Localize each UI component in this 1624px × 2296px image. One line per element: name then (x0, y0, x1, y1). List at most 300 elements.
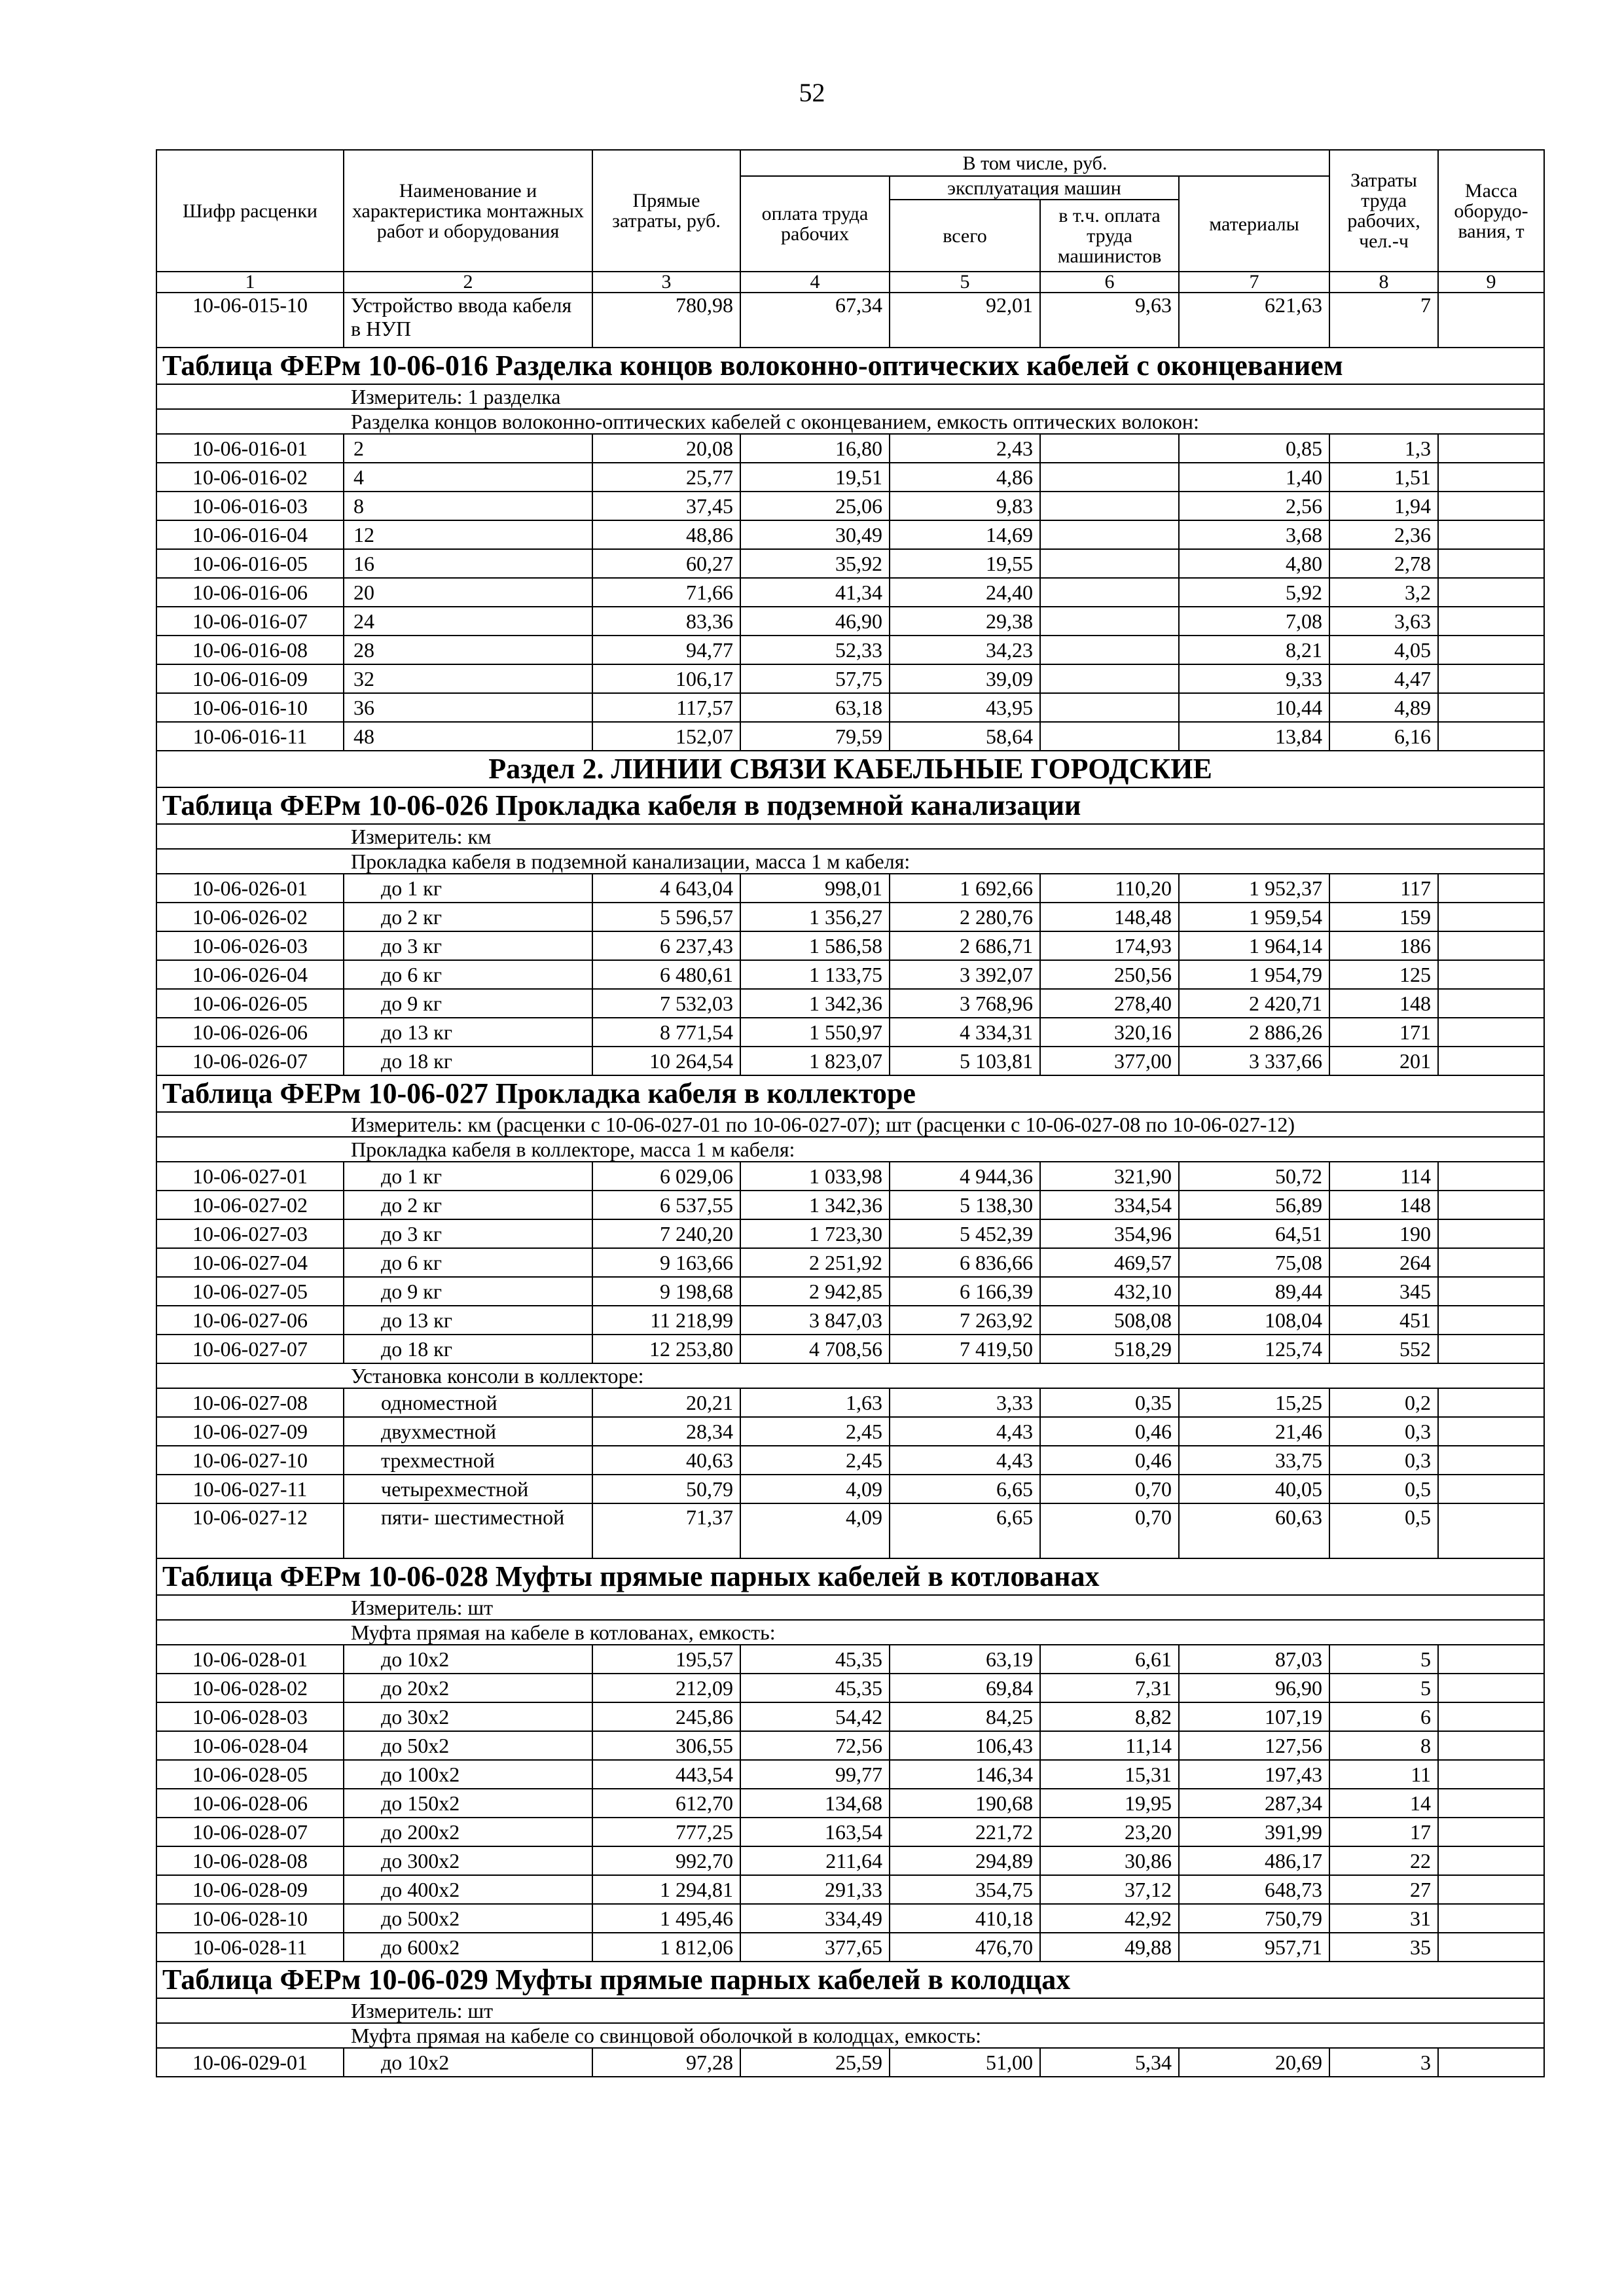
cell-value: 48,86 (592, 520, 740, 549)
cell-name: до 500х2 (344, 1904, 592, 1933)
cell-value: 1,40 (1179, 463, 1329, 492)
col-number: 5 (890, 272, 1040, 293)
cell-value: 2 280,76 (890, 903, 1040, 931)
cell-value (1438, 434, 1544, 463)
price-table-wrapper (156, 149, 1543, 2077)
cell-value: 334,49 (740, 1904, 890, 1933)
measure-unit: Измеритель: шт (156, 1998, 1544, 2023)
cell-code: 10-06-016-10 (156, 693, 344, 722)
cell-code: 10-06-027-08 (156, 1388, 344, 1417)
cell-value (1438, 1789, 1544, 1818)
cell-name: до 20х2 (344, 1674, 592, 1702)
cell-value (1438, 1760, 1544, 1789)
header-materials: материалы (1179, 176, 1329, 272)
cell-value: 20,21 (592, 1388, 740, 1417)
table-row (156, 1702, 1544, 1731)
cell-value: 19,95 (1040, 1789, 1179, 1818)
cell-code: 10-06-016-07 (156, 607, 344, 636)
cell-value (1438, 1277, 1544, 1306)
cell-code: 10-06-027-02 (156, 1191, 344, 1219)
cell-value: 1 964,14 (1179, 931, 1329, 960)
cell-value: 2 942,85 (740, 1277, 890, 1306)
cell-value: 159 (1329, 903, 1438, 931)
cell-value (1438, 607, 1544, 636)
cell-value: 39,09 (890, 664, 1040, 693)
cell-name: до 200х2 (344, 1818, 592, 1846)
cell-value: 15,31 (1040, 1760, 1179, 1789)
cell-value: 45,35 (740, 1645, 890, 1674)
table-10-06-028 (156, 1558, 1544, 1962)
cell-code: 10-06-028-02 (156, 1674, 344, 1702)
measure-unit: Измеритель: шт (156, 1595, 1544, 1620)
col-number: 1 (156, 272, 344, 293)
cell-value: 6,61 (1040, 1645, 1179, 1674)
cell-value: 2 251,92 (740, 1248, 890, 1277)
cell-value: 1,51 (1329, 463, 1438, 492)
cell-value: 40,63 (592, 1446, 740, 1475)
cell-name: до 400х2 (344, 1875, 592, 1904)
cell-value: 287,34 (1179, 1789, 1329, 1818)
cell-value (1438, 1388, 1544, 1417)
cell-value: 1,94 (1329, 492, 1438, 520)
cell-value: 92,01 (890, 293, 1040, 348)
cell-value: 345 (1329, 1277, 1438, 1306)
table-row (156, 607, 1544, 636)
cell-value: 1 954,79 (1179, 960, 1329, 989)
cell-value: 14,69 (890, 520, 1040, 549)
cell-name: 2 (344, 434, 592, 463)
cell-name: до 10х2 (344, 1645, 592, 1674)
cell-code: 10-06-026-06 (156, 1018, 344, 1047)
table-row (156, 1475, 1544, 1503)
cell-value: 4 944,36 (890, 1162, 1040, 1191)
cell-value (1438, 2048, 1544, 2077)
cell-value: 63,19 (890, 1645, 1040, 1674)
table-row (156, 664, 1544, 693)
cell-value (1438, 1047, 1544, 1075)
cell-value: 7 (1329, 293, 1438, 348)
cell-value: 8,82 (1040, 1702, 1179, 1731)
page-number: 52 (799, 78, 825, 107)
cell-code: 10-06-016-02 (156, 463, 344, 492)
header-code: Шифр расценки (156, 150, 344, 272)
table-row (156, 463, 1544, 492)
cell-value (1040, 607, 1179, 636)
cell-value: 11 (1329, 1760, 1438, 1789)
cell-value: 10,44 (1179, 693, 1329, 722)
cell-value: 5 452,39 (890, 1219, 1040, 1248)
cell-value: 11,14 (1040, 1731, 1179, 1760)
cell-value: 17 (1329, 1818, 1438, 1846)
table-row (156, 903, 1544, 931)
cell-value: 4,43 (890, 1417, 1040, 1446)
cell-value: 6 537,55 (592, 1191, 740, 1219)
cell-name: до 9 кг (344, 989, 592, 1018)
table-row (156, 722, 1544, 751)
cell-value: 8,21 (1179, 636, 1329, 664)
cell-name: до 1 кг (344, 874, 592, 903)
cell-value: 6 480,61 (592, 960, 740, 989)
cell-code: 10-06-016-09 (156, 664, 344, 693)
cell-code: 10-06-028-07 (156, 1818, 344, 1846)
cell-value: 3 768,96 (890, 989, 1040, 1018)
cell-code: 10-06-027-06 (156, 1306, 344, 1335)
cell-value (1438, 1875, 1544, 1904)
cell-code: 10-06-016-11 (156, 722, 344, 751)
cell-value: 23,20 (1040, 1818, 1179, 1846)
cell-code: 10-06-028-03 (156, 1702, 344, 1731)
cell-value: 3 847,03 (740, 1306, 890, 1335)
cell-value: 31 (1329, 1904, 1438, 1933)
cell-value: 4,09 (740, 1475, 890, 1503)
cell-value: 21,46 (1179, 1417, 1329, 1446)
cell-code: 10-06-016-03 (156, 492, 344, 520)
cell-value (1040, 549, 1179, 578)
cell-value (1040, 578, 1179, 607)
table-title: Таблица ФЕРм 10-06-027 Прокладка кабеля в коллекторе (156, 1075, 1544, 1112)
cell-value: 6 237,43 (592, 931, 740, 960)
cell-value: 174,93 (1040, 931, 1179, 960)
cell-value: 250,56 (1040, 960, 1179, 989)
cell-code: 10-06-026-01 (156, 874, 344, 903)
cell-value: 49,88 (1040, 1933, 1179, 1962)
cell-value: 4,43 (890, 1446, 1040, 1475)
cell-value: 60,27 (592, 549, 740, 578)
cell-value (1438, 874, 1544, 903)
table-row (156, 1018, 1544, 1047)
table-row (156, 549, 1544, 578)
cell-value: 469,57 (1040, 1248, 1179, 1277)
column-numbers-row (156, 272, 1544, 293)
cell-value: 50,72 (1179, 1162, 1329, 1191)
cell-value: 0,70 (1040, 1475, 1179, 1503)
cell-value: 201 (1329, 1047, 1438, 1075)
cell-value: 107,19 (1179, 1702, 1329, 1731)
cell-value: 992,70 (592, 1846, 740, 1875)
cell-value: 71,37 (592, 1503, 740, 1558)
cell-code: 10-06-027-07 (156, 1335, 344, 1363)
cell-value: 2 886,26 (1179, 1018, 1329, 1047)
cell-value: 264 (1329, 1248, 1438, 1277)
cell-value: 10 264,54 (592, 1047, 740, 1075)
cell-value (1438, 1191, 1544, 1219)
cell-name: до 50х2 (344, 1731, 592, 1760)
cell-value: 432,10 (1040, 1277, 1179, 1306)
table-row (156, 1191, 1544, 1219)
cell-value: 4,09 (740, 1503, 890, 1558)
table-row (156, 2048, 1544, 2077)
col-number: 4 (740, 272, 890, 293)
cell-value (1438, 1674, 1544, 1702)
table-row (156, 1875, 1544, 1904)
cell-value (1438, 1446, 1544, 1475)
cell-value (1040, 722, 1179, 751)
cell-code: 10-06-028-05 (156, 1760, 344, 1789)
cell-value: 117,57 (592, 693, 740, 722)
cell-value: 212,09 (592, 1674, 740, 1702)
cell-value: 2,45 (740, 1446, 890, 1475)
col-number: 3 (592, 272, 740, 293)
table-row (156, 1731, 1544, 1760)
cell-value: 71,66 (592, 578, 740, 607)
cell-name: четырехместной (344, 1475, 592, 1503)
cell-value: 79,59 (740, 722, 890, 751)
cell-code: 10-06-027-01 (156, 1162, 344, 1191)
cell-value: 43,95 (890, 693, 1040, 722)
cell-value: 29,38 (890, 607, 1040, 636)
cell-value: 14 (1329, 1789, 1438, 1818)
cell-name: до 10х2 (344, 2048, 592, 2077)
cell-value: 8 771,54 (592, 1018, 740, 1047)
cell-value: 27 (1329, 1875, 1438, 1904)
cell-value: 58,64 (890, 722, 1040, 751)
cell-value: 5 596,57 (592, 903, 740, 931)
cell-value: 780,98 (592, 293, 740, 348)
cell-value: 8 (1329, 1731, 1438, 1760)
cell-value: 19,51 (740, 463, 890, 492)
cell-code: 10-06-028-04 (156, 1731, 344, 1760)
cell-value: 5 103,81 (890, 1047, 1040, 1075)
cell-value: 25,77 (592, 463, 740, 492)
cell-value: 106,43 (890, 1731, 1040, 1760)
cell-value: 377,00 (1040, 1047, 1179, 1075)
table-header (156, 150, 1544, 293)
cell-code: 10-06-015-10 (156, 293, 344, 348)
cell-value: 7,08 (1179, 607, 1329, 636)
cell-value: 648,73 (1179, 1875, 1329, 1904)
table-title: Таблица ФЕРм 10-06-016 Разделка концов волоконно-оптических кабелей с оконцеванием (156, 348, 1544, 384)
cell-value: 54,42 (740, 1702, 890, 1731)
measure-unit: Измеритель: км (156, 824, 1544, 849)
cell-value: 1 723,30 (740, 1219, 890, 1248)
cell-value: 1 550,97 (740, 1018, 890, 1047)
cell-value: 9,33 (1179, 664, 1329, 693)
section-2 (156, 751, 1544, 787)
cell-value: 6,16 (1329, 722, 1438, 751)
cell-value: 75,08 (1179, 1248, 1329, 1277)
table-row (156, 1162, 1544, 1191)
cell-name: двухместной (344, 1417, 592, 1446)
cell-value: 6 836,66 (890, 1248, 1040, 1277)
cell-value: 3,2 (1329, 578, 1438, 607)
table-row (156, 1933, 1544, 1962)
cell-value: 35 (1329, 1933, 1438, 1962)
group-description: Установка консоли в коллекторе: (156, 1363, 1544, 1388)
header-name: Наименование и характеристика монтажных работ и оборудования (344, 150, 592, 272)
cell-value (1438, 903, 1544, 931)
cell-value (1438, 1731, 1544, 1760)
cell-value: 30,49 (740, 520, 890, 549)
group-description: Муфта прямая на кабеле со свинцовой оболочкой в колодцах, емкость: (156, 2023, 1544, 2048)
cell-value: 89,44 (1179, 1277, 1329, 1306)
cell-value: 1 692,66 (890, 874, 1040, 903)
cell-value: 148 (1329, 989, 1438, 1018)
cell-value: 1 294,81 (592, 1875, 740, 1904)
cell-value: 50,79 (592, 1475, 740, 1503)
cell-code: 10-06-028-01 (156, 1645, 344, 1674)
measure-unit: Измеритель: км (расценки с 10-06-027-01 по 10-06-027-07); шт (расценки с 10-06-027-08 по 10-06-027-12) (156, 1112, 1544, 1137)
cell-value: 40,05 (1179, 1475, 1329, 1503)
cell-value: 3,68 (1179, 520, 1329, 549)
table-row (156, 492, 1544, 520)
cell-value: 1,63 (740, 1388, 890, 1417)
cell-value (1040, 463, 1179, 492)
cell-name: до 300х2 (344, 1846, 592, 1875)
cell-value: 197,43 (1179, 1760, 1329, 1789)
table-row (156, 693, 1544, 722)
cell-value: 476,70 (890, 1933, 1040, 1962)
cell-value: 106,17 (592, 664, 740, 693)
cell-value: 148,48 (1040, 903, 1179, 931)
cell-code: 10-06-028-09 (156, 1875, 344, 1904)
cell-name: до 13 кг (344, 1018, 592, 1047)
table-row (156, 1248, 1544, 1277)
cell-code: 10-06-026-03 (156, 931, 344, 960)
cell-value: 28,34 (592, 1417, 740, 1446)
header-machines-total: всего (890, 200, 1040, 272)
cell-value: 134,68 (740, 1789, 890, 1818)
cell-value: 64,51 (1179, 1219, 1329, 1248)
cell-code: 10-06-029-01 (156, 2048, 344, 2077)
header-labor-pay: оплата труда рабочих (740, 176, 890, 272)
cell-value: 60,63 (1179, 1503, 1329, 1558)
cell-name: Устройство ввода кабеля в НУП (344, 293, 592, 348)
cell-value: 83,36 (592, 607, 740, 636)
group-description: Разделка концов волоконно-оптических кабелей с оконцеванием, емкость оптических волокон: (156, 409, 1544, 434)
cell-value: 7 240,20 (592, 1219, 740, 1248)
table-title: Таблица ФЕРм 10-06-028 Муфты прямые парных кабелей в котлованах (156, 1558, 1544, 1595)
cell-value: 508,08 (1040, 1306, 1179, 1335)
cell-name: пяти- шестиместной (344, 1503, 592, 1558)
cell-name: до 2 кг (344, 903, 592, 931)
cell-value: 7 419,50 (890, 1335, 1040, 1363)
header-direct-costs: Прямые затраты, руб. (592, 150, 740, 272)
cell-value: 0,46 (1040, 1417, 1179, 1446)
cell-value: 22 (1329, 1846, 1438, 1875)
table-10-06-029 (156, 1962, 1544, 2077)
cell-name: одноместной (344, 1388, 592, 1417)
cell-value: 4,80 (1179, 549, 1329, 578)
cell-code: 10-06-016-08 (156, 636, 344, 664)
table-row (156, 578, 1544, 607)
table-row (156, 636, 1544, 664)
cell-value: 41,34 (740, 578, 890, 607)
cell-value: 221,72 (890, 1818, 1040, 1846)
cell-value: 321,90 (1040, 1162, 1179, 1191)
cell-value: 1 823,07 (740, 1047, 890, 1075)
table-10-06-016 (156, 348, 1544, 751)
table-row (156, 1846, 1544, 1875)
table-row (156, 1446, 1544, 1475)
cell-value: 11 218,99 (592, 1306, 740, 1335)
header-including: В том числе, руб. (740, 150, 1329, 176)
cell-value: 410,18 (890, 1904, 1040, 1933)
cell-value: 56,89 (1179, 1191, 1329, 1219)
cell-value: 354,96 (1040, 1219, 1179, 1248)
cell-value: 20,08 (592, 434, 740, 463)
cell-value: 1 342,36 (740, 1191, 890, 1219)
cell-value: 957,71 (1179, 1933, 1329, 1962)
cell-value: 518,29 (1040, 1335, 1179, 1363)
cell-value: 3,63 (1329, 607, 1438, 636)
cell-name: до 2 кг (344, 1191, 592, 1219)
measure-unit: Измеритель: 1 разделка (156, 384, 1544, 409)
cell-value: 117 (1329, 874, 1438, 903)
table-row (156, 1417, 1544, 1446)
cell-value: 391,99 (1179, 1818, 1329, 1846)
table-row (156, 960, 1544, 989)
cell-code: 10-06-016-01 (156, 434, 344, 463)
cell-value: 35,92 (740, 549, 890, 578)
cell-code: 10-06-027-10 (156, 1446, 344, 1475)
cell-name: до 3 кг (344, 931, 592, 960)
cell-value: 6,65 (890, 1503, 1040, 1558)
cell-value: 552 (1329, 1335, 1438, 1363)
group-description: Прокладка кабеля в подземной канализации, масса 1 м кабеля: (156, 849, 1544, 874)
cell-value: 6,65 (890, 1475, 1040, 1503)
cell-code: 10-06-027-04 (156, 1248, 344, 1277)
table-10-06-027 (156, 1075, 1544, 1558)
cell-value: 163,54 (740, 1818, 890, 1846)
cell-value (1040, 664, 1179, 693)
cell-value: 451 (1329, 1306, 1438, 1335)
cell-value: 2,43 (890, 434, 1040, 463)
cell-value: 245,86 (592, 1702, 740, 1731)
cell-code: 10-06-027-12 (156, 1503, 344, 1558)
cell-value: 16,80 (740, 434, 890, 463)
cell-value: 69,84 (890, 1674, 1040, 1702)
cell-value (1438, 520, 1544, 549)
cell-value (1438, 1904, 1544, 1933)
cell-value: 146,34 (890, 1760, 1040, 1789)
cell-value: 4 708,56 (740, 1335, 890, 1363)
cell-value: 1 495,46 (592, 1904, 740, 1933)
table-row (156, 1818, 1544, 1846)
cell-value: 72,56 (740, 1731, 890, 1760)
cell-value: 2,45 (740, 1417, 890, 1446)
cell-value: 190,68 (890, 1789, 1040, 1818)
cell-value: 278,40 (1040, 989, 1179, 1018)
cell-value: 51,00 (890, 2048, 1040, 2077)
cell-value: 5,34 (1040, 2048, 1179, 2077)
cell-name: 36 (344, 693, 592, 722)
cell-value: 750,79 (1179, 1904, 1329, 1933)
cell-value (1438, 960, 1544, 989)
cell-value: 63,18 (740, 693, 890, 722)
cell-value: 0,46 (1040, 1446, 1179, 1475)
cell-value: 33,75 (1179, 1446, 1329, 1475)
cell-name: 12 (344, 520, 592, 549)
cell-name: 32 (344, 664, 592, 693)
cell-value: 486,17 (1179, 1846, 1329, 1875)
cell-value: 125 (1329, 960, 1438, 989)
table-row (156, 1219, 1544, 1248)
cell-value: 777,25 (592, 1818, 740, 1846)
cell-value: 9,63 (1040, 293, 1179, 348)
cell-code: 10-06-028-10 (156, 1904, 344, 1933)
cell-value: 0,85 (1179, 434, 1329, 463)
cell-name: трехместной (344, 1446, 592, 1475)
table-row (156, 1645, 1544, 1674)
cell-value: 320,16 (1040, 1018, 1179, 1047)
table-row (156, 1503, 1544, 1558)
cell-value: 97,28 (592, 2048, 740, 2077)
table-row (156, 1674, 1544, 1702)
cell-value: 5 (1329, 1645, 1438, 1674)
cell-value: 0,2 (1329, 1388, 1438, 1417)
table-row (156, 434, 1544, 463)
table-row (156, 520, 1544, 549)
